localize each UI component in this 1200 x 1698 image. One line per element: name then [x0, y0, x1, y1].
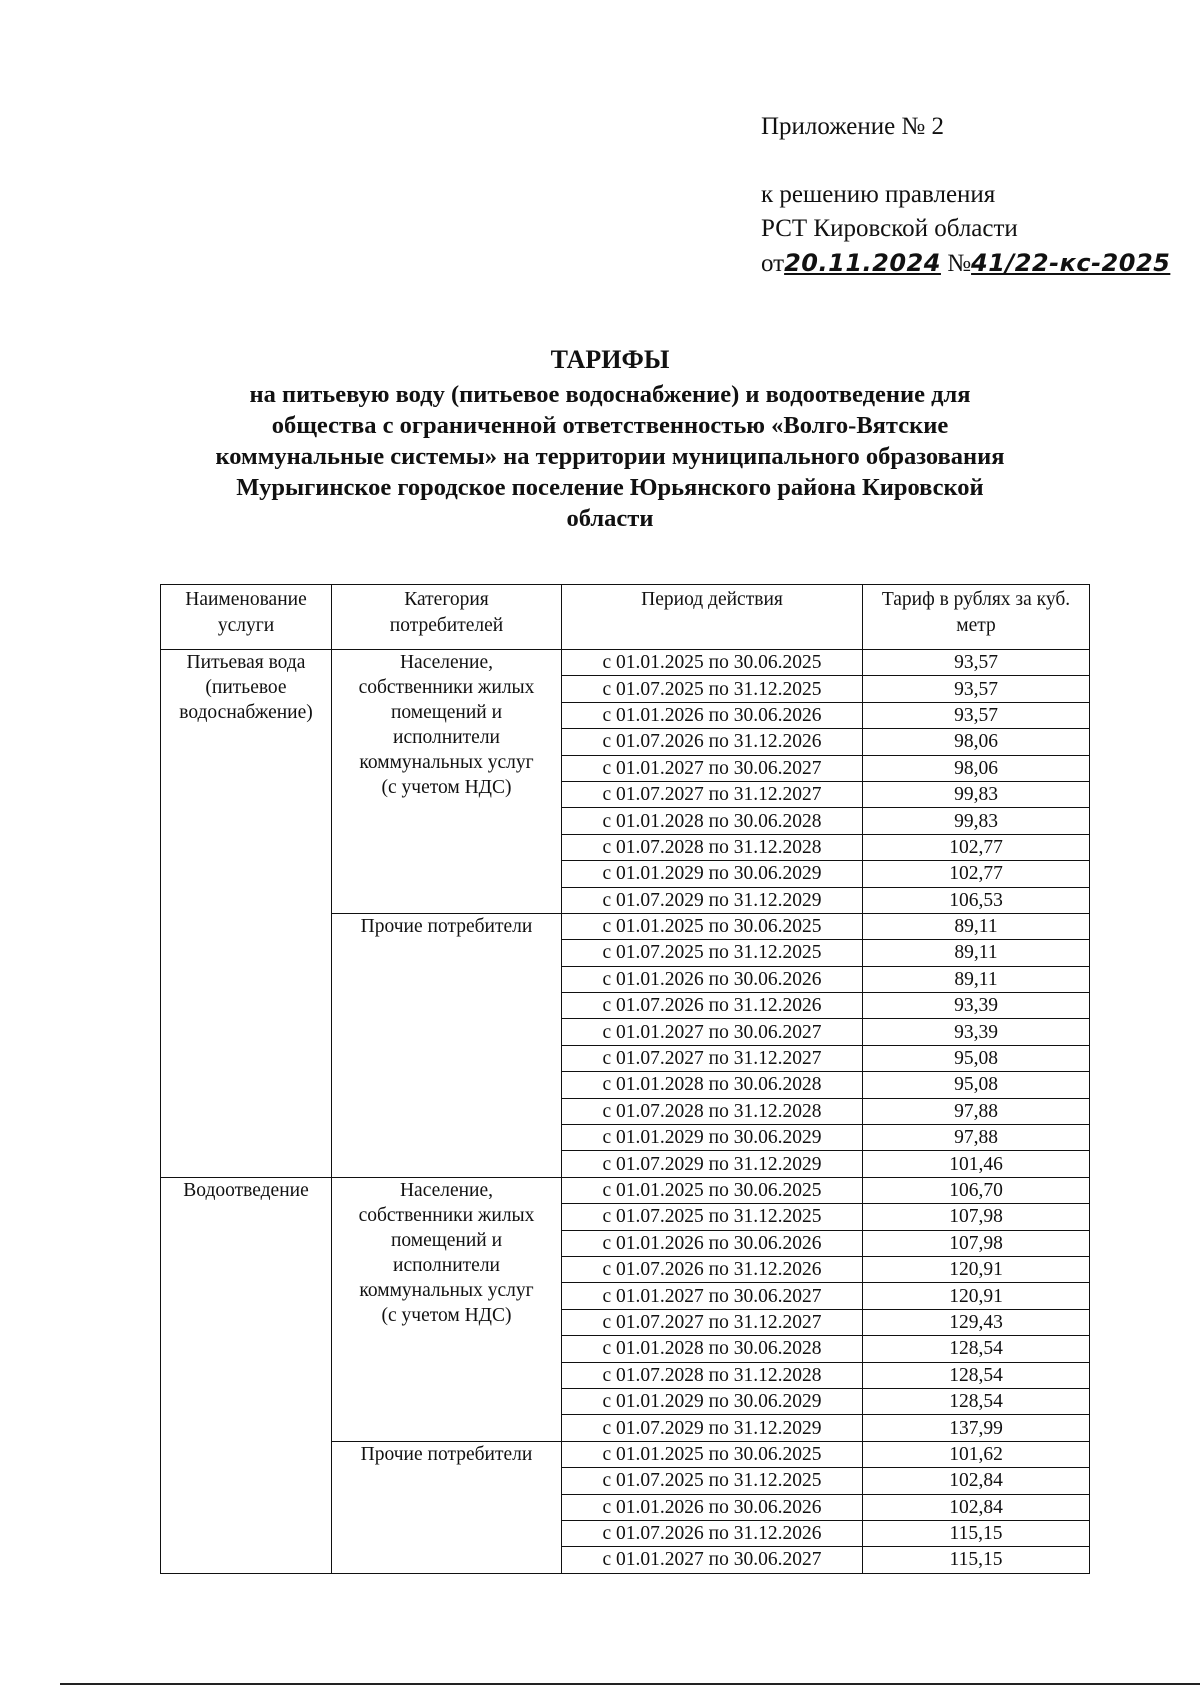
tariff-cell: 101,62	[863, 1441, 1090, 1467]
period-cell: с 01.07.2029 по 31.12.2029	[562, 887, 863, 913]
tariff-cell: 93,39	[863, 993, 1090, 1019]
period-cell: с 01.07.2028 по 31.12.2028	[562, 1362, 863, 1388]
tariff-cell: 128,54	[863, 1362, 1090, 1388]
period-cell: с 01.07.2029 по 31.12.2029	[562, 1415, 863, 1441]
text-line: услуги	[217, 615, 275, 636]
text-line: Наименование	[185, 589, 307, 610]
tariff-cell: 115,15	[863, 1547, 1090, 1573]
text-line: (с учетом НДС)	[381, 777, 512, 798]
tariff-cell: 97,88	[863, 1098, 1090, 1124]
text-line: Водоотведение	[183, 1179, 309, 1201]
appendix-number: Приложение № 2	[761, 113, 945, 140]
consumer-category-cell	[332, 1177, 562, 1441]
text-line: Прочие потребители	[360, 1443, 533, 1465]
tariff-cell: 99,83	[863, 781, 1090, 807]
period-cell: с 01.07.2026 по 31.12.2026	[562, 1520, 863, 1546]
tariff-cell: 106,70	[863, 1177, 1090, 1203]
tariff-cell: 95,08	[863, 1072, 1090, 1098]
text-line: коммунальных услуг	[359, 1279, 534, 1301]
tariff-cell: 128,54	[863, 1336, 1090, 1362]
period-cell: с 01.01.2027 по 30.06.2027	[562, 1019, 863, 1045]
tariff-cell: 93,39	[863, 1019, 1090, 1045]
tariff-cell: 102,84	[863, 1468, 1090, 1494]
period-cell: с 01.07.2026 по 31.12.2026	[562, 1256, 863, 1282]
period-cell: с 01.01.2025 по 30.06.2025	[562, 1441, 863, 1467]
period-cell: с 01.07.2027 по 31.12.2027	[562, 1045, 863, 1071]
period-cell: с 01.01.2026 по 30.06.2026	[562, 1230, 863, 1256]
period-cell: с 01.07.2028 по 31.12.2028	[562, 1098, 863, 1124]
period-cell: с 01.07.2027 по 31.12.2027	[562, 1309, 863, 1335]
period-cell: с 01.01.2025 по 30.06.2025	[562, 1177, 863, 1203]
tariff-cell: 99,83	[863, 808, 1090, 834]
period-cell: с 01.01.2028 по 30.06.2028	[562, 1336, 863, 1362]
tariff-cell: 93,57	[863, 702, 1090, 728]
number-sign: №	[947, 250, 972, 277]
appendix-block	[761, 110, 1170, 281]
table-row	[161, 1177, 1090, 1203]
text-line: Мурыгинское городское поселение Юрьянского района Кировской	[236, 474, 984, 501]
handwritten-date: 20.11.2024	[784, 249, 941, 277]
period-cell: с 01.01.2028 по 30.06.2028	[562, 808, 863, 834]
text-line: Период действия	[641, 589, 783, 610]
appendix-decision: к решению правления	[761, 181, 996, 208]
text-line: (питьевое	[205, 677, 287, 698]
text-line: Население,	[399, 652, 494, 673]
text-line: исполнители	[393, 727, 500, 748]
text-line: на питьевую воду (питьевое водоснабжение) и водоотведение для	[249, 381, 971, 408]
header-period	[562, 585, 863, 650]
tariff-cell: 107,98	[863, 1204, 1090, 1230]
table-body	[161, 650, 1090, 1574]
tariff-cell: 102,77	[863, 834, 1090, 860]
text-line: общества с ограниченной ответственностью «Волго-Вятские	[271, 412, 949, 439]
text-line: метр	[956, 615, 996, 636]
tariff-table	[160, 584, 1090, 1574]
text-line: помещений и	[390, 1229, 503, 1251]
tariff-cell: 102,77	[863, 861, 1090, 887]
tariff-cell: 120,91	[863, 1256, 1090, 1282]
tariff-cell: 89,11	[863, 940, 1090, 966]
period-cell: с 01.07.2025 по 31.12.2025	[562, 1468, 863, 1494]
period-cell: с 01.07.2026 по 31.12.2026	[562, 993, 863, 1019]
period-cell: с 01.07.2026 по 31.12.2026	[562, 729, 863, 755]
period-cell: с 01.07.2029 по 31.12.2029	[562, 1151, 863, 1177]
tariff-cell: 115,15	[863, 1520, 1090, 1546]
header-service-name	[161, 585, 332, 650]
text-line: Население,	[399, 1179, 494, 1201]
tariff-cell: 98,06	[863, 729, 1090, 755]
tariff-cell: 107,98	[863, 1230, 1090, 1256]
text-line: коммунальных услуг	[359, 752, 534, 773]
document-title	[140, 343, 1080, 534]
appendix-authority: РСТ Кировской области	[761, 215, 1018, 242]
period-cell: с 01.01.2029 по 30.06.2029	[562, 1388, 863, 1414]
period-cell: с 01.01.2027 по 30.06.2027	[562, 1283, 863, 1309]
text-line: Категория	[404, 589, 489, 610]
tariff-cell: 128,54	[863, 1388, 1090, 1414]
tariff-cell: 137,99	[863, 1415, 1090, 1441]
title-subtitle	[140, 379, 1080, 534]
text-line: области	[566, 505, 654, 532]
header-tariff	[863, 585, 1090, 650]
period-cell: с 01.07.2025 по 31.12.2025	[562, 676, 863, 702]
period-cell: с 01.01.2026 по 30.06.2026	[562, 702, 863, 728]
tariff-cell: 95,08	[863, 1045, 1090, 1071]
tariff-cell: 98,06	[863, 755, 1090, 781]
text-line: помещений и	[390, 702, 503, 723]
table-row	[161, 650, 1090, 676]
period-cell: с 01.01.2027 по 30.06.2027	[562, 755, 863, 781]
text-line: собственники жилых	[358, 1204, 535, 1226]
appendix-date-line	[761, 246, 1170, 281]
consumer-category-cell	[332, 650, 562, 914]
footer-divider	[60, 1683, 1200, 1685]
text-line: Прочие потребители	[360, 915, 533, 937]
title-main: ТАРИФЫ	[550, 345, 670, 374]
tariff-cell: 93,57	[863, 650, 1090, 676]
period-cell: с 01.01.2029 по 30.06.2029	[562, 1125, 863, 1151]
text-line: Тариф в рублях за куб.	[881, 589, 1071, 610]
text-line: (с учетом НДС)	[381, 1304, 512, 1326]
text-line: коммунальные системы» на территории муниципального образования	[215, 443, 1005, 470]
tariff-cell: 120,91	[863, 1283, 1090, 1309]
text-line: Питьевая вода	[186, 652, 306, 673]
period-cell: с 01.07.2028 по 31.12.2028	[562, 834, 863, 860]
text-line: исполнители	[393, 1254, 500, 1276]
tariff-cell: 89,11	[863, 966, 1090, 992]
period-cell: с 01.07.2025 по 31.12.2025	[562, 1204, 863, 1230]
period-cell: с 01.01.2028 по 30.06.2028	[562, 1072, 863, 1098]
period-cell: с 01.07.2027 по 31.12.2027	[562, 781, 863, 807]
period-cell: с 01.01.2029 по 30.06.2029	[562, 861, 863, 887]
service-name-cell	[161, 650, 332, 1178]
period-cell: с 01.01.2025 по 30.06.2025	[562, 650, 863, 676]
text-line: потребителей	[389, 615, 504, 636]
tariff-cell: 101,46	[863, 1151, 1090, 1177]
tariff-cell: 97,88	[863, 1125, 1090, 1151]
tariff-cell: 129,43	[863, 1309, 1090, 1335]
period-cell: с 01.01.2027 по 30.06.2027	[562, 1547, 863, 1573]
tariff-cell: 106,53	[863, 887, 1090, 913]
handwritten-number: 41/22-кс-2025	[971, 249, 1171, 277]
service-name-cell	[161, 1177, 332, 1573]
period-cell: с 01.07.2025 по 31.12.2025	[562, 940, 863, 966]
period-cell: с 01.01.2026 по 30.06.2026	[562, 1494, 863, 1520]
tariff-cell: 102,84	[863, 1494, 1090, 1520]
text-line: водоснабжение)	[179, 702, 313, 723]
table-header-row	[161, 585, 1090, 650]
period-cell: с 01.01.2026 по 30.06.2026	[562, 966, 863, 992]
consumer-category-cell	[332, 913, 562, 1177]
period-cell: с 01.01.2025 по 30.06.2025	[562, 913, 863, 939]
date-prefix: от	[761, 250, 785, 277]
tariff-cell: 93,57	[863, 676, 1090, 702]
consumer-category-cell	[332, 1441, 562, 1573]
header-consumer-category	[332, 585, 562, 650]
tariff-cell: 89,11	[863, 913, 1090, 939]
text-line: собственники жилых	[358, 677, 535, 698]
